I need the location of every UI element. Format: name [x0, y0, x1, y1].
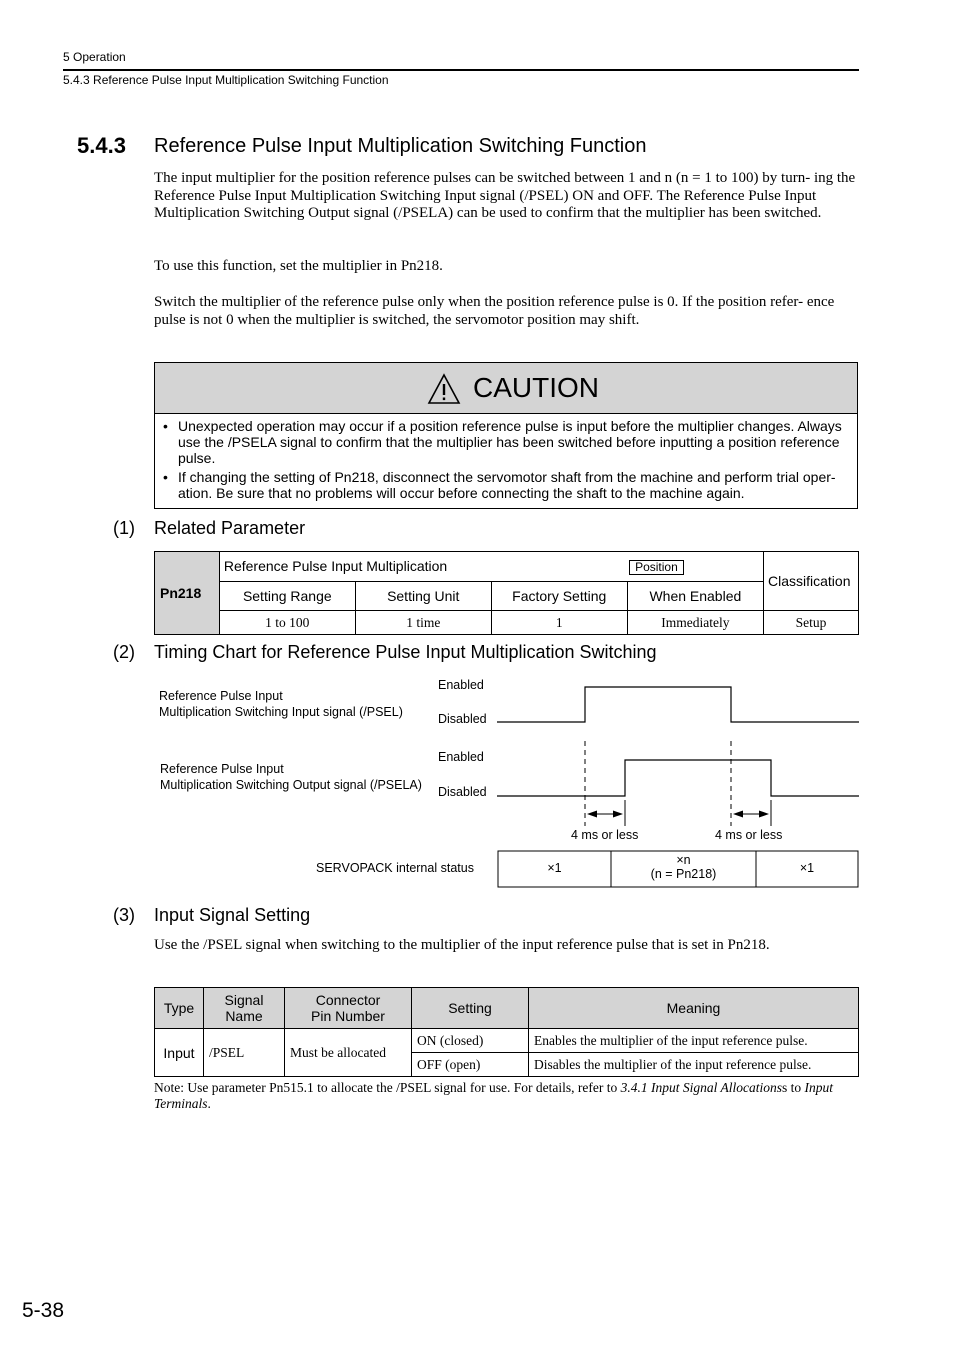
bullet: •: [163, 418, 168, 434]
caution-title: CAUTION: [473, 372, 599, 403]
input-signal-table: [154, 987, 859, 1077]
disabled-label: Disabled: [438, 785, 487, 799]
header-factory-setting: Factory Setting: [491, 582, 627, 611]
subsection-1-title: Related Parameter: [154, 518, 306, 538]
page-number: 5-38: [22, 1299, 65, 1322]
section-number: 5.4.3: [77, 133, 126, 158]
header-connector: Connector Pin Number: [285, 988, 412, 1029]
section-title: Reference Pulse Input Multiplication Switching Function: [154, 135, 647, 157]
psel-signal-label: Reference Pulse Input Multiplication Switching Input signal (/PSEL): [159, 689, 403, 719]
subsection-3-number: (3): [113, 905, 135, 925]
parameter-name: Reference Pulse Input Multiplication: [223, 558, 448, 574]
cell-connector: Must be allocated: [285, 1029, 412, 1077]
subsection-2-number: (2): [113, 642, 135, 662]
status-x1-before: ×1: [547, 861, 562, 875]
status-xn: ×n (n = Pn218): [650, 853, 717, 881]
cell-type: Input: [155, 1029, 204, 1077]
cell-setting-off: OFF (open): [412, 1053, 529, 1077]
header-setting: Setting: [412, 988, 529, 1029]
header-when-enabled: When Enabled: [627, 582, 763, 611]
enabled-label: Enabled: [438, 750, 484, 764]
pn218-paragraph: To use this function, set the multiplier in Pn218.: [154, 258, 443, 274]
header-type: Type: [155, 988, 204, 1029]
caution-item-text: Unexpected operation may occur if a position reference pulse is input before the multiplier changes. Always use the /PSELA signal to confirm that the multiplier has been switched before inputting a position reference pulse.: [178, 418, 842, 466]
enabled-label: Enabled: [438, 678, 484, 692]
header-meaning: Meaning: [529, 988, 859, 1029]
value-factory-setting: 1: [491, 611, 627, 635]
subsection-2-title: Timing Chart for Reference Pulse Input Multiplication Switching: [154, 642, 657, 662]
disabled-label: Disabled: [438, 712, 487, 726]
cross-reference: Input Terminals: [154, 1080, 834, 1111]
header-setting-range: Setting Range: [219, 582, 355, 611]
header-setting-unit: Setting Unit: [355, 582, 491, 611]
cell-signal: /PSEL: [204, 1029, 285, 1077]
caution-item-text: If changing the setting of Pn218, disconnect the servomotor shaft from the machine and perform trial oper- ation. Be sure that no problems will occur before connecting the shaft to the machine again.: [178, 469, 836, 501]
delay-label-1: 4 ms or less: [571, 828, 639, 842]
note: Note: Use parameter Pn515.1 to allocate the /PSEL signal for use. For details, refer to 3.4.1 Input Signal Allocationss to Input Terminals.: [154, 1080, 834, 1111]
input-signal-text: Use the /PSEL signal when switching to the multiplier of the input reference pulse that is set in Pn218.: [154, 937, 770, 953]
cell-meaning-off: Disables the multiplier of the input reference pulse.: [529, 1053, 859, 1077]
cell-meaning-on: Enables the multiplier of the input reference pulse.: [529, 1029, 859, 1053]
classification-header: Classification: [764, 552, 859, 611]
value-classification: Setup: [764, 611, 859, 635]
running-header-chapter: 5 Operation: [63, 50, 126, 64]
subsection-3-title: Input Signal Setting: [154, 905, 311, 925]
subsection-1-number: (1): [113, 518, 135, 538]
intro-paragraph: The input multiplier for the position reference pulses can be switched between 1 and n (n = 1 to 100) by turn- ing the Reference Pulse Input Multiplication Switching Input signal (/PSEL) ON and OFF. The Reference Pulse Input Multiplication Switching Output signal (/PSELA) can be used to confirm that the multiplier has been switched.: [154, 170, 856, 221]
psela-waveform: [497, 760, 859, 796]
cell-setting-on: ON (closed): [412, 1029, 529, 1053]
cross-reference: 3.4.1 Input Signal Allocations: [620, 1080, 783, 1095]
value-setting-unit: 1 time: [355, 611, 491, 635]
value-when-enabled: Immediately: [627, 611, 763, 635]
running-header-section: 5.4.3 Reference Pulse Input Multiplication Switching Function: [63, 73, 389, 87]
delay-label-2: 4 ms or less: [715, 828, 783, 842]
psel-waveform: [497, 687, 859, 722]
header-signal-name: Signal Name: [204, 988, 285, 1029]
status-label: SERVOPACK internal status: [316, 861, 474, 875]
psela-signal-label: Reference Pulse Input Multiplication Switching Output signal (/PSELA): [160, 762, 422, 792]
status-x1-after: ×1: [799, 861, 815, 875]
position-badge: Position: [629, 560, 684, 575]
bullet: •: [163, 469, 168, 485]
switch-paragraph: Switch the multiplier of the reference pulse only when the position reference pulse is 0. If the position refer- ence pulse is not 0 when the multiplier is switched, the servomotor position may shift.: [154, 294, 835, 328]
parameter-number: Pn218: [155, 552, 220, 635]
value-setting-range: 1 to 100: [219, 611, 355, 635]
